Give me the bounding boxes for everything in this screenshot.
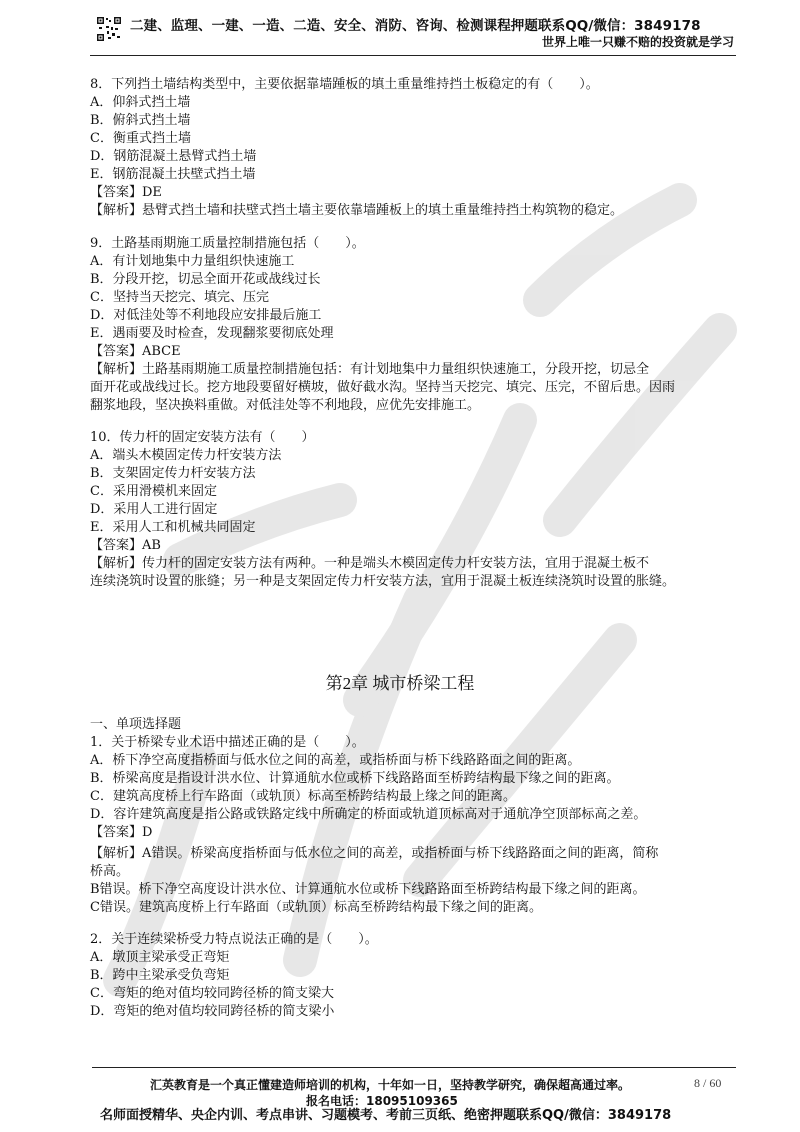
footer-institution: 汇英教育是一个真正懂建造师培训的机构，十年如一日，坚持教学研究，确保超高通过率。 (150, 1078, 631, 1092)
option-8a: A．仰斜式挡土墙 (90, 95, 191, 110)
option-9b: B．分段开挖，切忌全面开花或战线过长 (90, 272, 321, 287)
option-9d: D．对低洼处等不利地段应安排最后施工 (90, 308, 322, 323)
option-2b: B．跨中主梁承受负弯矩 (90, 968, 230, 983)
analysis-1-line2: 桥高。 (90, 864, 130, 879)
option-9e: E．遇雨要及时检查，发现翻浆要彻底处理 (90, 326, 334, 341)
option-1d: D．容许建筑高度是指公路或铁路定线中所确定的桥面或轨道顶标高对于通航净空顶部标高之差。 (90, 807, 647, 822)
analysis-1-line1: 【解析】A错误。桥梁高度指桥面与低水位之间的高差，或指桥面与桥下线路路面之间的距离，简称 (90, 846, 659, 861)
analysis-9-line2: 面开花或战线过长。挖方地段要留好横坡，做好截水沟。坚持当天挖完、填完、压完，不留后患。因雨 (90, 380, 676, 395)
footer-divider (92, 1067, 736, 1068)
analysis-9-line3: 翻浆地段，坚决换料重做。对低洼处等不利地段，应优先安排施工。 (90, 398, 481, 413)
answer-10: 【答案】AB (90, 538, 161, 553)
option-9a: A．有计划地集中力量组织快速施工 (90, 254, 295, 269)
page-number: 8 / 60 (694, 1076, 722, 1090)
section-heading: 一、单项选择题 (90, 717, 182, 732)
option-10a: A．端头木模固定传力杆安装方法 (90, 448, 282, 463)
footer-contact: 名师面授精华、央企内训、考点串讲、习题模考、考前三页纸、绝密押题联系QQ/微信：3849178 (100, 1108, 672, 1123)
option-8b: B．俯斜式挡土墙 (90, 113, 191, 128)
header-contact: 二建、监理、一建、一造、二造、安全、消防、咨询、检测课程押题联系QQ/微信：3849178 (130, 18, 701, 34)
option-1a: A．桥下净空高度指桥面与低水位之间的高差，或指桥面与桥下线路路面之间的距离。 (90, 753, 581, 768)
option-10c: C．采用滑模机来固定 (90, 484, 217, 499)
option-2a: A．墩顶主梁承受正弯矩 (90, 950, 230, 965)
option-1c: C．建筑高度桥上行车路面（或轨顶）标高至桥跨结构最上缘之间的距离。 (90, 789, 516, 804)
analysis-9-line1: 【解析】土路基雨期施工质量控制措施包括：有计划地集中力量组织快速施工，分段开挖，切忌全 (90, 362, 650, 377)
question-2: 2．关于连续梁桥受力特点说法正确的是（ ）。 (90, 932, 378, 947)
header-slogan: 世界上唯一只赚不赔的投资就是学习 (541, 35, 734, 49)
question-1: 1．关于桥梁专业术语中描述正确的是（ ）。 (90, 735, 365, 750)
answer-9: 【答案】ABCE (90, 344, 181, 359)
option-8c: C．衡重式挡土墙 (90, 131, 191, 146)
footer-phone: 报名电话：18095109365 (306, 1094, 458, 1108)
analysis-1-line4: C错误。建筑高度桥上行车路面（或轨顶）标高至桥跨结构最下缘之间的距离。 (90, 900, 542, 915)
analysis-1-line3: B错误。桥下净空高度设计洪水位、计算通航水位或桥下线路路面至桥跨结构最下缘之间的距离。 (90, 882, 646, 897)
question-8: 8．下列挡土墙结构类型中，主要依据靠墙踵板的填土重量维持挡土板稳定的有（ ）。 (90, 77, 599, 92)
option-2d: D．弯矩的绝对值均较同跨径桥的简支梁小 (90, 1004, 335, 1019)
analysis-8: 【解析】悬臂式挡土墙和扶壁式挡土墙主要依靠墙踵板上的填土重量维持挡土构筑物的稳定。 (90, 203, 624, 218)
answer-1: 【答案】D (90, 825, 153, 840)
answer-8: 【答案】DE (90, 185, 162, 200)
question-9: 9．土路基雨期施工质量控制措施包括（ ）。 (90, 236, 365, 251)
chapter-title: 第2章 城市桥梁工程 (325, 674, 475, 693)
option-2c: C．弯矩的绝对值均较同跨径桥的简支梁大 (90, 986, 334, 1001)
option-10b: B．支架固定传力杆安装方法 (90, 466, 256, 481)
option-10d: D．采用人工进行固定 (90, 502, 218, 517)
option-9c: C．坚持当天挖完、填完、压完 (90, 290, 269, 305)
analysis-10-line1: 【解析】传力杆的固定安装方法有两种。一种是端头木模固定传力杆安装方法，宜用于混凝土板不 (90, 556, 650, 571)
option-1b: B．桥梁高度是指设计洪水位、计算通航水位或桥下线路路面至桥跨结构最下缘之间的距离。 (90, 771, 620, 786)
option-8e: E．钢筋混凝土扶壁式挡土墙 (90, 167, 256, 182)
option-10e: E．采用人工和机械共同固定 (90, 520, 256, 535)
question-10: 10．传力杆的固定安装方法有（ ） (90, 430, 315, 445)
option-8d: D．钢筋混凝土悬臂式挡土墙 (90, 149, 257, 164)
analysis-10-line2: 连续浇筑时设置的胀缝；另一种是支架固定传力杆安装方法，宜用于混凝土板连续浇筑时设置的胀缝。 (90, 574, 676, 589)
